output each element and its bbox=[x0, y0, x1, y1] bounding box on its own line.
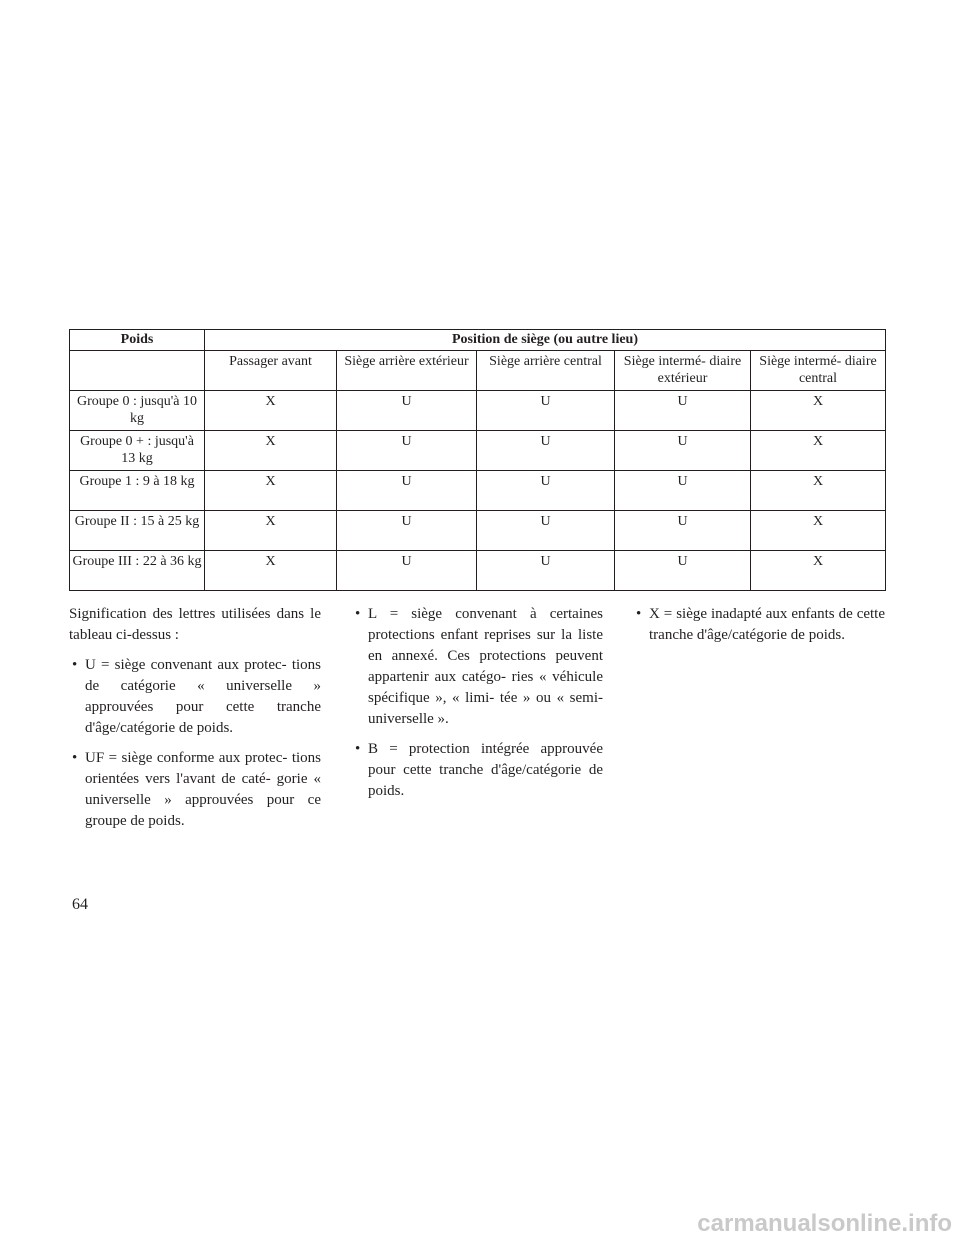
value-cell: U bbox=[477, 471, 615, 511]
legend-column-1 bbox=[69, 604, 321, 841]
subheader-empty bbox=[70, 351, 205, 391]
list-item bbox=[633, 604, 885, 646]
value-cell: U bbox=[337, 431, 477, 471]
value-cell: X bbox=[205, 431, 337, 471]
list-item bbox=[352, 739, 603, 802]
value-cell: X bbox=[205, 551, 337, 591]
group-cell: Groupe 1 : 9 à 18 kg bbox=[70, 471, 205, 511]
value-cell: X bbox=[751, 511, 886, 551]
value-cell: U bbox=[615, 391, 751, 431]
bullet-icon: • bbox=[72, 657, 78, 673]
header-seat-position: Position de siège (ou autre lieu) bbox=[205, 330, 886, 351]
legend-item-l: L = siège convenant à certaines protections enfant reprises sur la liste en annexé. Ces protections peuvent appartenir aux catégo- ries « véhicule spécifique », « limi- tée » ou « semi-universelle ». bbox=[368, 606, 603, 727]
legend-column-2 bbox=[352, 604, 603, 811]
subheader-rear-outboard: Siège arrière extérieur bbox=[337, 351, 477, 391]
subheader-rear-center: Siège arrière central bbox=[477, 351, 615, 391]
table-header-row bbox=[70, 330, 886, 351]
subheader-front-passenger: Passager avant bbox=[205, 351, 337, 391]
legend-list bbox=[69, 655, 321, 832]
group-cell: Groupe 0 + : jusqu'à 13 kg bbox=[70, 431, 205, 471]
value-cell: X bbox=[751, 551, 886, 591]
table-row bbox=[70, 511, 886, 551]
legend-item-x: X = siège inadapté aux enfants de cette tranche d'âge/catégorie de poids. bbox=[649, 606, 885, 643]
page-number: 64 bbox=[72, 896, 88, 913]
value-cell: X bbox=[205, 471, 337, 511]
table-row bbox=[70, 391, 886, 431]
value-cell: X bbox=[205, 391, 337, 431]
value-cell: X bbox=[205, 511, 337, 551]
value-cell: U bbox=[337, 471, 477, 511]
value-cell: U bbox=[615, 551, 751, 591]
table-row bbox=[70, 431, 886, 471]
value-cell: U bbox=[615, 431, 751, 471]
bullet-icon: • bbox=[355, 741, 361, 757]
value-cell: U bbox=[337, 391, 477, 431]
list-item bbox=[69, 748, 321, 832]
list-item bbox=[352, 604, 603, 730]
group-cell: Groupe 0 : jusqu'à 10 kg bbox=[70, 391, 205, 431]
legend-list bbox=[352, 604, 603, 802]
table-row bbox=[70, 471, 886, 511]
value-cell: U bbox=[477, 431, 615, 471]
seat-position-table bbox=[69, 329, 886, 591]
value-cell: X bbox=[751, 471, 886, 511]
legend-item-u: U = siège convenant aux protec- tions de catégorie « universelle » approuvées pour cette tranche d'âge/catégorie de poids. bbox=[85, 657, 321, 736]
value-cell: X bbox=[751, 431, 886, 471]
legend-column-3 bbox=[633, 604, 885, 655]
bullet-icon: • bbox=[636, 606, 642, 622]
value-cell: U bbox=[337, 511, 477, 551]
table-row bbox=[70, 551, 886, 591]
watermark: carmanualsonline.info bbox=[697, 1210, 952, 1237]
subheader-middle-center: Siège intermé- diaire central bbox=[751, 351, 886, 391]
value-cell: U bbox=[615, 511, 751, 551]
value-cell: X bbox=[751, 391, 886, 431]
bullet-icon: • bbox=[72, 750, 78, 766]
legend-list bbox=[633, 604, 885, 646]
value-cell: U bbox=[477, 511, 615, 551]
subheader-middle-outboard: Siège intermé- diaire extérieur bbox=[615, 351, 751, 391]
legend-intro: Signification des lettres utilisées dans le tableau ci-dessus : bbox=[69, 606, 321, 643]
header-weight: Poids bbox=[70, 330, 205, 351]
table-subheader-row bbox=[70, 351, 886, 391]
legend-item-uf: UF = siège conforme aux protec- tions orientées vers l'avant de caté- gorie « universelle » approuvées pour ce groupe de poids. bbox=[85, 750, 321, 829]
value-cell: U bbox=[477, 391, 615, 431]
legend-item-b: B = protection intégrée approuvée pour cette tranche d'âge/catégorie de poids. bbox=[368, 741, 603, 799]
list-item bbox=[69, 655, 321, 739]
group-cell: Groupe II : 15 à 25 kg bbox=[70, 511, 205, 551]
value-cell: U bbox=[615, 471, 751, 511]
value-cell: U bbox=[337, 551, 477, 591]
group-cell: Groupe III : 22 à 36 kg bbox=[70, 551, 205, 591]
value-cell: U bbox=[477, 551, 615, 591]
bullet-icon: • bbox=[355, 606, 361, 622]
